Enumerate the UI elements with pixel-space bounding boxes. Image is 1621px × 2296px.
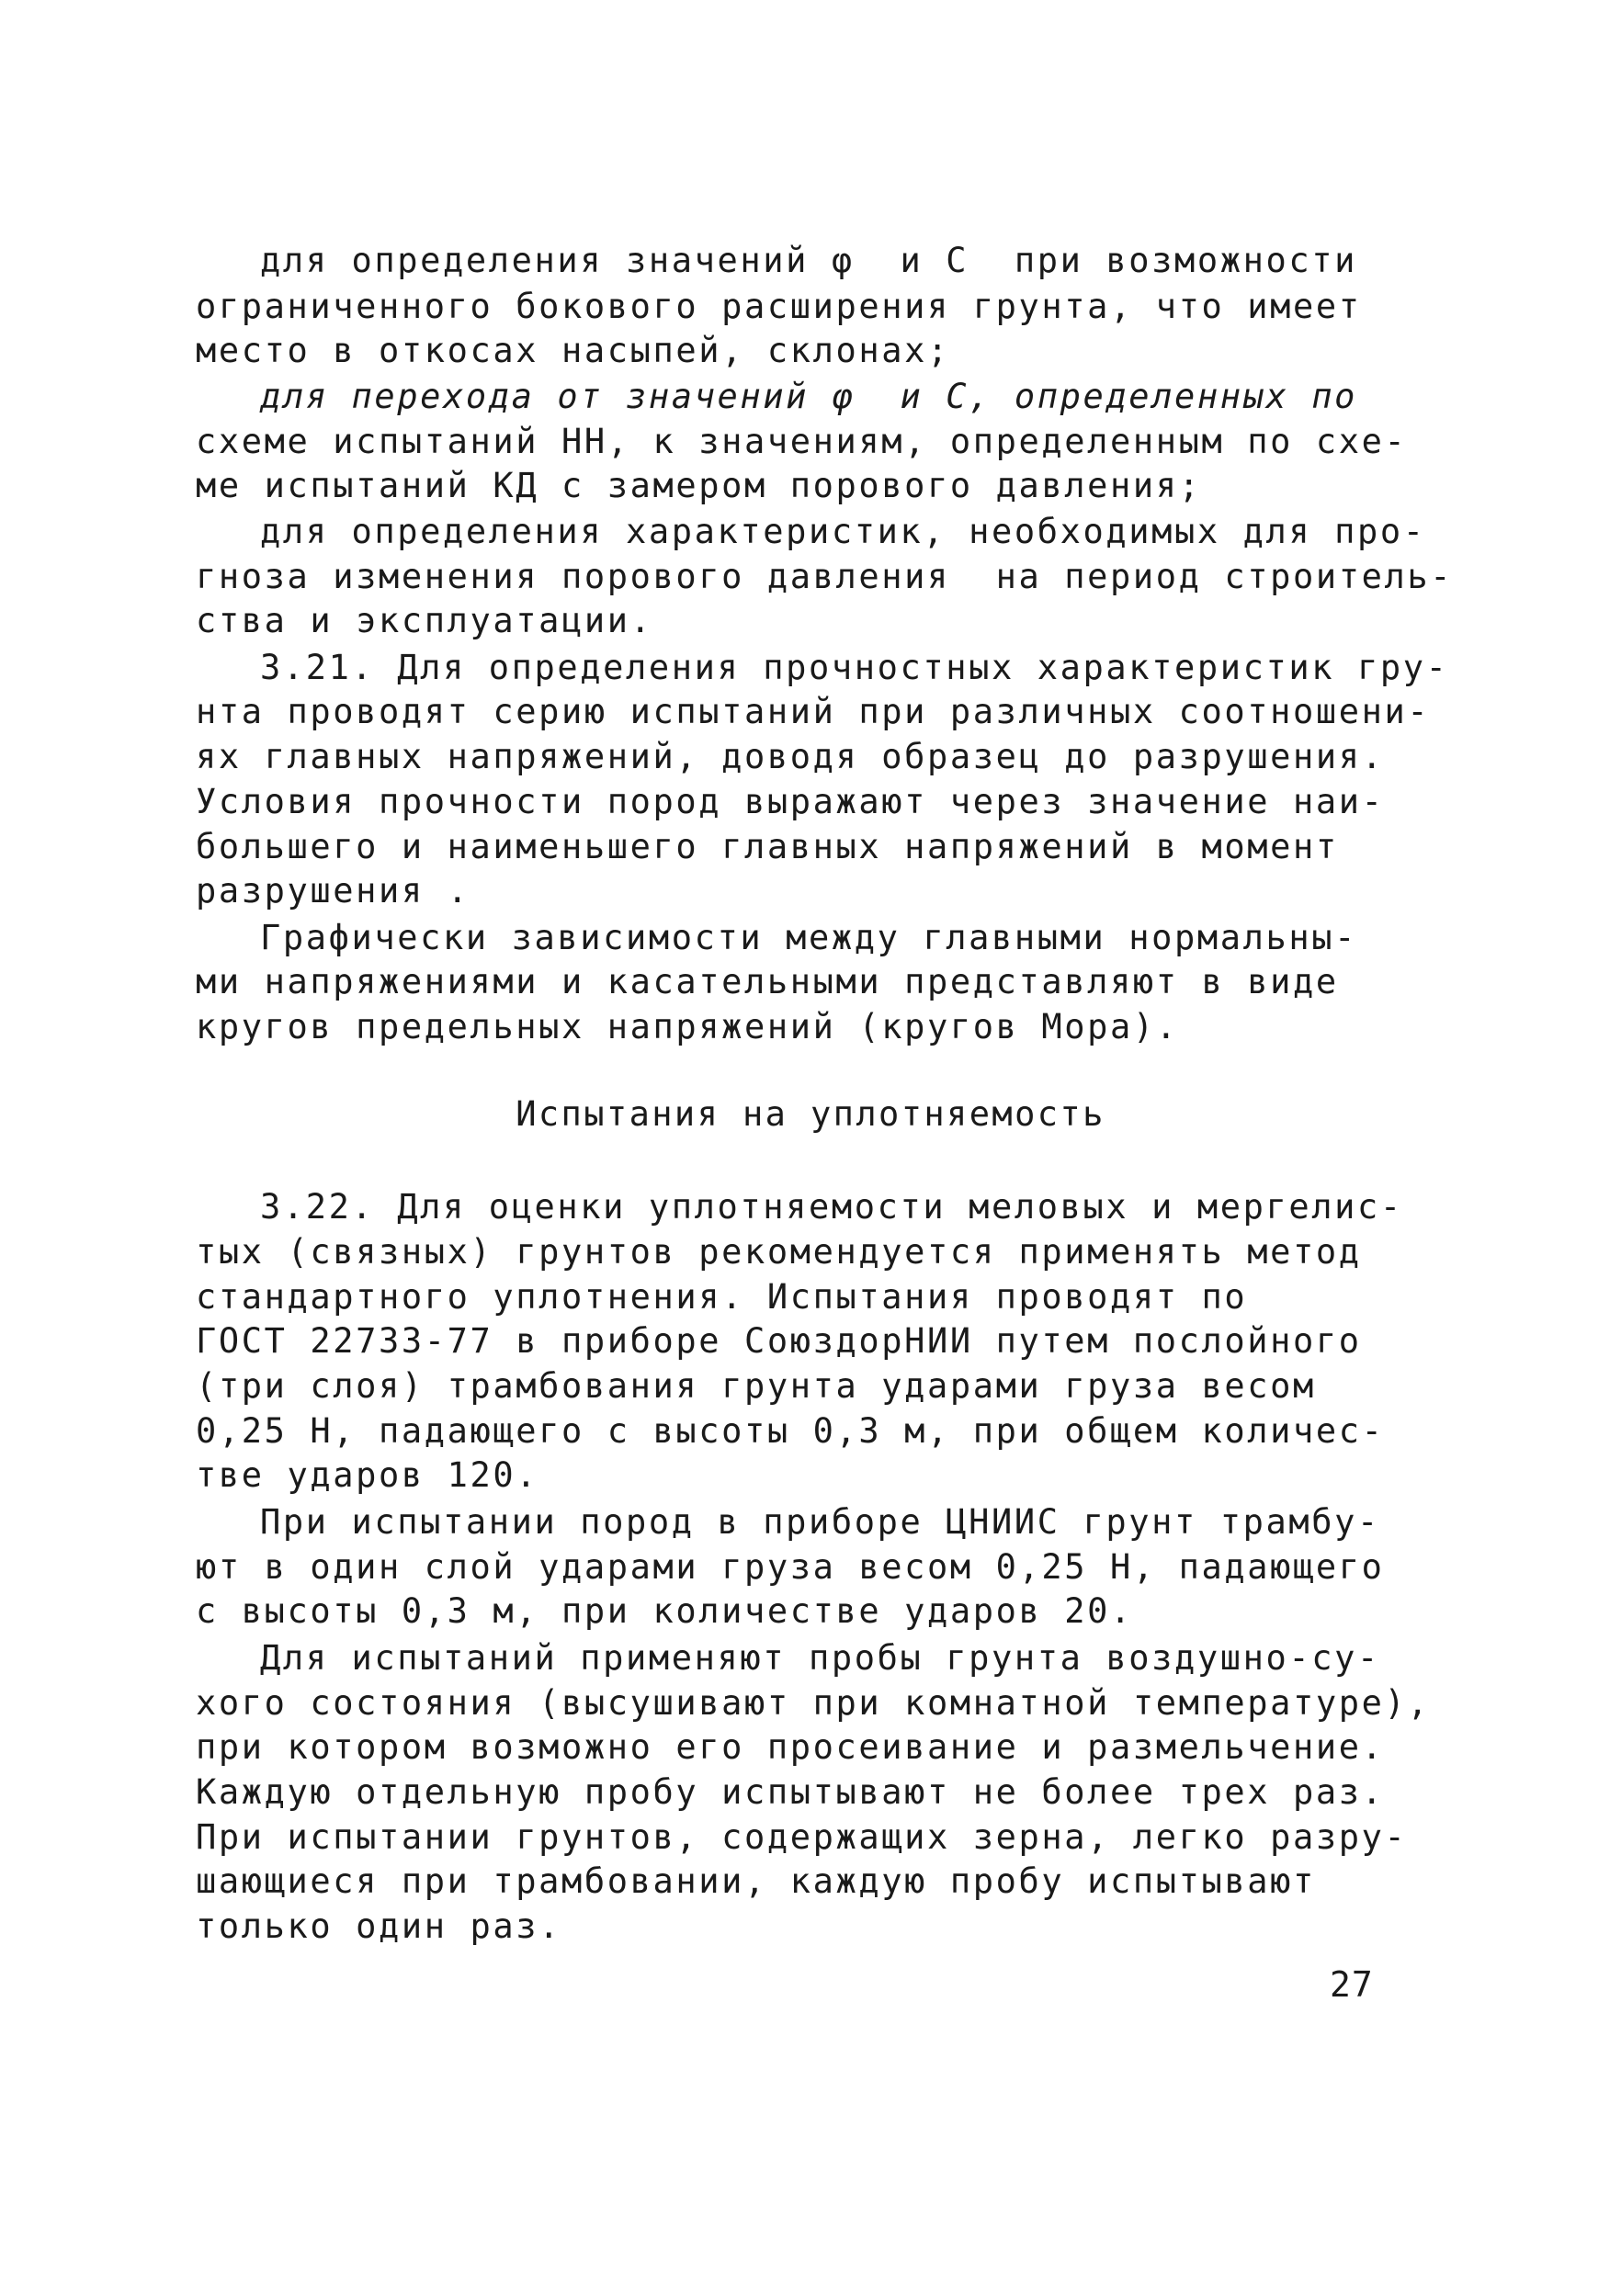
text-line: разрушения .	[196, 871, 470, 910]
text-line: При испытании пород в приборе ЦНИИС грунт трамбу-	[260, 1502, 1380, 1542]
text-line: ют в один слой ударами груза весом 0,25 Н, падающего	[196, 1547, 1385, 1587]
text-line: (три слоя) трамбования грунта ударами груза весом	[196, 1366, 1316, 1406]
text-line: нта проводят серию испытаний при различных соотношени-	[196, 692, 1431, 731]
text-line: тве ударов 120.	[196, 1455, 539, 1495]
text-line: схеме испытаний НН, к значениям, определенным по схе-	[196, 422, 1408, 461]
text-line: шающиеся при трамбовании, каждую пробу испытывают	[196, 1861, 1316, 1901]
text-line: для перехода от значений φ и С, определенных по	[260, 377, 1358, 416]
text-line: 3.22. Для оценки уплотняемости меловых и мергелис-	[260, 1187, 1403, 1227]
text-line: ства и эксплуатации.	[196, 601, 653, 640]
text-line: Каждую отдельную пробу испытывают не более трех раз.	[196, 1772, 1385, 1812]
text-line: стандартного уплотнения. Испытания проводят по	[196, 1277, 1248, 1317]
text-line: ях главных напряжений, доводя образец до разрушения.	[196, 737, 1385, 776]
text-line: тых (связных) грунтов рекомендуется применять метод	[196, 1232, 1362, 1272]
text-line: ГОСТ 22733-77 в приборе СоюздорНИИ путем послойного	[196, 1321, 1362, 1361]
text-line: кругов предельных напряжений (кругов Мора).	[196, 1007, 1179, 1046]
text-line: 3.21. Для определения прочностных характеристик гру-	[260, 648, 1449, 687]
text-line: ме испытаний КД с замером порового давления;	[196, 466, 1202, 505]
text-line: ми напряжениями и касательными представляют в виде	[196, 962, 1339, 1001]
text-line: 0,25 Н, падающего с высоты 0,3 м, при общем количес-	[196, 1411, 1385, 1451]
text-line: ограниченного бокового расширения грунта, что имеет	[196, 287, 1362, 326]
text-line: для определения характеристик, необходимых для про-	[260, 512, 1426, 551]
text-line: Условия прочности пород выражают через значение наи-	[196, 782, 1385, 821]
page-number: 27	[1330, 1964, 1374, 2005]
text-line: место в откосах насыпей, склонах;	[196, 331, 950, 370]
section-heading: Испытания на уплотняемость	[516, 1094, 1105, 1134]
text-line: При испытании грунтов, содержащих зерна, легко разру-	[196, 1817, 1408, 1857]
text-line: гноза изменения порового давления на период строитель-	[196, 557, 1454, 596]
text-line: Графически зависимости между главными нормальны-	[260, 918, 1358, 957]
text-line: только один раз.	[196, 1906, 562, 1946]
text-line: для определения значений φ и С при возможности	[260, 241, 1358, 280]
text-line: с высоты 0,3 м, при количестве ударов 20.	[196, 1591, 1133, 1631]
text-line: хого состояния (высушивают при комнатной температуре),	[196, 1683, 1431, 1723]
text-line: большего и наименьшего главных напряжений в момент	[196, 827, 1339, 866]
text-line: Для испытаний применяют пробы грунта воздушно-су-	[260, 1638, 1380, 1678]
text-line: при котором возможно его просеивание и размельчение.	[196, 1727, 1385, 1767]
